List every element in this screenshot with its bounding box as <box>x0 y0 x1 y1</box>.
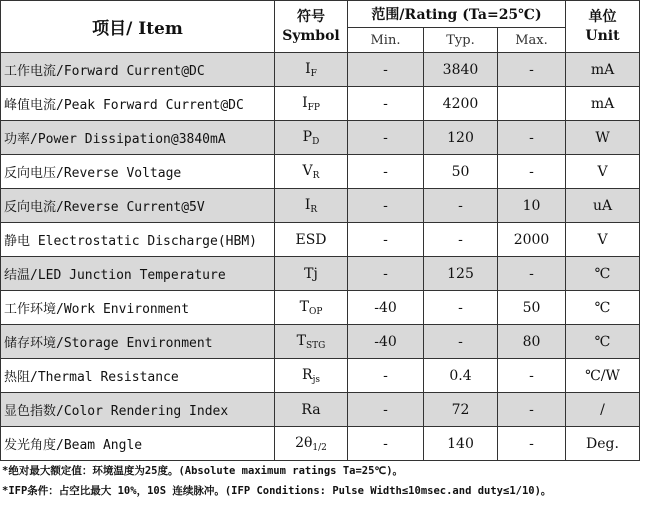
unit-cell: mA <box>566 87 640 121</box>
min-cell: - <box>348 223 424 257</box>
unit-cell: ℃ <box>566 325 640 359</box>
typ-cell: 120 <box>424 121 498 155</box>
min-cell: - <box>348 257 424 291</box>
typ-cell: - <box>424 325 498 359</box>
header-row <box>1 1 640 28</box>
unit-cell: mA <box>566 53 640 87</box>
max-cell: - <box>498 257 566 291</box>
typ-cell: 3840 <box>424 53 498 87</box>
max-cell: 80 <box>498 325 566 359</box>
max-cell: - <box>498 121 566 155</box>
symbol-main: R <box>302 366 313 383</box>
symbol-subscript: STG <box>305 340 326 351</box>
symbol-cell <box>275 427 348 461</box>
table-row <box>1 223 640 257</box>
unit-cell: / <box>566 393 640 427</box>
param-cell: 反向电流/Reverse Current@5V <box>1 189 275 223</box>
max-cell: - <box>498 427 566 461</box>
unit-cell: Deg. <box>566 427 640 461</box>
footnote-absolute-max: *绝对最大额定值：环境温度为25度。(Absolute maximum ratings Ta=25℃)。 <box>2 465 404 477</box>
unit-cell: ℃ <box>566 291 640 325</box>
header-typ: Typ. <box>424 28 498 53</box>
table-row <box>1 359 640 393</box>
symbol-main: Tj <box>304 265 318 282</box>
min-cell: - <box>348 189 424 223</box>
min-cell: - <box>348 359 424 393</box>
symbol-subscript: F <box>310 68 317 79</box>
symbol-cell <box>275 223 348 257</box>
symbol-cell <box>275 393 348 427</box>
param-cell: 结温/LED Junction Temperature <box>1 257 275 291</box>
footnotes <box>0 461 640 501</box>
symbol-main: T <box>296 332 306 349</box>
table-row <box>1 257 640 291</box>
footnote-ifp-conditions: *IFP条件：占空比最大 10%，10S 连续脉冲。(IFP Conditions: Pulse Width≤10msec.and duty≤1/10)。 <box>2 485 552 497</box>
min-cell: -40 <box>348 325 424 359</box>
typ-cell: 140 <box>424 427 498 461</box>
max-cell: - <box>498 393 566 427</box>
symbol-cell <box>275 87 348 121</box>
header-symbol-en: Symbol <box>282 27 340 44</box>
param-cell: 工作电流/Forward Current@DC <box>1 53 275 87</box>
symbol-main: 2θ <box>295 434 313 451</box>
header-min: Min. <box>348 28 424 53</box>
max-cell: - <box>498 53 566 87</box>
symbol-subscript: FP <box>307 102 320 113</box>
header-unit <box>566 1 640 53</box>
symbol-subscript: OP <box>308 306 323 317</box>
param-cell: 发光角度/Beam Angle <box>1 427 275 461</box>
max-cell <box>498 87 566 121</box>
symbol-main: P <box>302 128 313 145</box>
table-row <box>1 87 640 121</box>
symbol-subscript: 1/2 <box>312 442 327 453</box>
min-cell: - <box>348 53 424 87</box>
table-row <box>1 393 640 427</box>
symbol-cell <box>275 53 348 87</box>
min-cell: - <box>348 393 424 427</box>
max-cell: 50 <box>498 291 566 325</box>
symbol-main: V <box>302 162 313 179</box>
header-item: 项目/ Item <box>1 1 275 53</box>
param-cell: 反向电压/Reverse Voltage <box>1 155 275 189</box>
symbol-subscript: R <box>312 170 320 181</box>
table-row <box>1 427 640 461</box>
min-cell: -40 <box>348 291 424 325</box>
symbol-cell <box>275 325 348 359</box>
table-row <box>1 155 640 189</box>
typ-cell: - <box>424 291 498 325</box>
min-cell: - <box>348 427 424 461</box>
table-body <box>1 53 640 461</box>
param-cell: 静电 Electrostatic Discharge(HBM) <box>1 223 275 257</box>
min-cell: - <box>348 155 424 189</box>
symbol-main: I <box>304 196 311 213</box>
symbol-main: I <box>302 94 308 111</box>
typ-cell: 72 <box>424 393 498 427</box>
min-cell: - <box>348 87 424 121</box>
table-row <box>1 189 640 223</box>
unit-cell: ℃ <box>566 257 640 291</box>
typ-cell: 0.4 <box>424 359 498 393</box>
table-row <box>1 291 640 325</box>
typ-cell: 125 <box>424 257 498 291</box>
max-cell: 2000 <box>498 223 566 257</box>
header-max: Max. <box>498 28 566 53</box>
param-cell: 功率/Power Dissipation@3840mA <box>1 121 275 155</box>
symbol-main: Ra <box>301 401 321 418</box>
header-symbol <box>275 1 348 53</box>
unit-cell: W <box>566 121 640 155</box>
symbol-main: I <box>305 60 311 77</box>
typ-cell: - <box>424 223 498 257</box>
symbol-subscript: js <box>312 374 320 385</box>
min-cell: - <box>348 121 424 155</box>
header-unit-en: Unit <box>585 27 620 44</box>
unit-cell: V <box>566 155 640 189</box>
param-cell: 储存环境/Storage Environment <box>1 325 275 359</box>
symbol-main: T <box>299 298 309 315</box>
symbol-subscript: R <box>310 204 318 215</box>
symbol-subscript: D <box>312 136 320 147</box>
param-cell: 显色指数/Color Rendering Index <box>1 393 275 427</box>
unit-cell: uA <box>566 189 640 223</box>
symbol-cell <box>275 189 348 223</box>
header-unit-cn: 单位 <box>588 8 617 25</box>
typ-cell: 50 <box>424 155 498 189</box>
max-cell: - <box>498 155 566 189</box>
typ-cell: 4200 <box>424 87 498 121</box>
table-row <box>1 121 640 155</box>
unit-cell: V <box>566 223 640 257</box>
param-cell: 工作环境/Work Environment <box>1 291 275 325</box>
header-symbol-cn: 符号 <box>297 8 325 25</box>
max-cell: - <box>498 359 566 393</box>
max-cell: 10 <box>498 189 566 223</box>
header-range: 范围/Rating (Ta=25℃) <box>348 1 566 28</box>
param-cell: 峰值电流/Peak Forward Current@DC <box>1 87 275 121</box>
table-row <box>1 53 640 87</box>
param-cell: 热阻/Thermal Resistance <box>1 359 275 393</box>
symbol-cell <box>275 121 348 155</box>
symbol-main: ESD <box>295 231 327 248</box>
symbol-cell <box>275 291 348 325</box>
typ-cell: - <box>424 189 498 223</box>
symbol-cell <box>275 359 348 393</box>
table-row <box>1 325 640 359</box>
symbol-cell <box>275 155 348 189</box>
symbol-cell <box>275 257 348 291</box>
unit-cell: ℃/W <box>566 359 640 393</box>
